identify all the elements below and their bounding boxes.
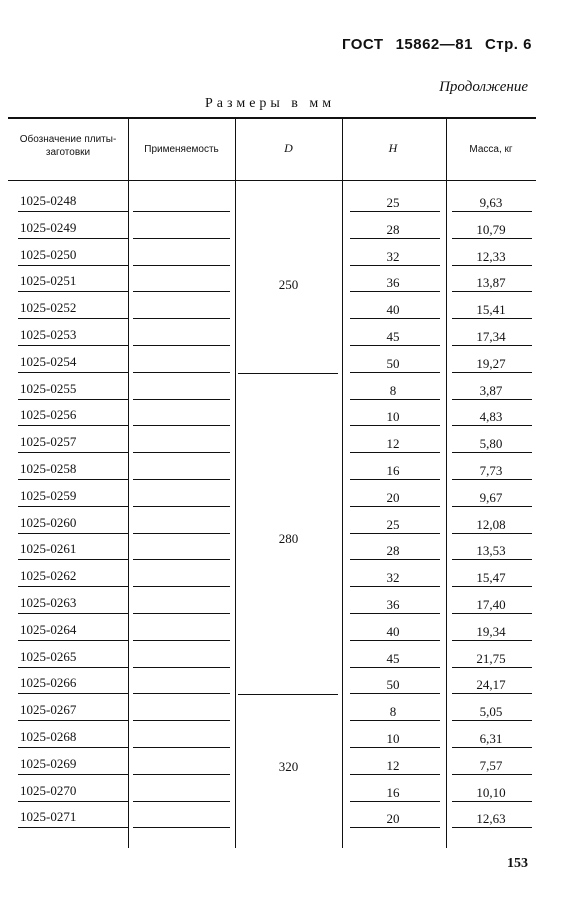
- row-underline: [133, 586, 230, 587]
- table-top-rule: [8, 117, 536, 119]
- designation-cell: 1025-0250: [20, 246, 77, 262]
- row-underline: [18, 318, 128, 319]
- row-underline: [18, 238, 128, 239]
- row-underline: [452, 533, 532, 534]
- header-bottom-rule: [8, 180, 536, 181]
- h-cell: 28: [386, 221, 400, 237]
- mass-cell: 13,53: [476, 543, 506, 559]
- row-underline: [18, 506, 128, 507]
- designation-cell: 1025-0267: [20, 702, 77, 718]
- row-underline: [452, 506, 532, 507]
- row-underline: [133, 720, 230, 721]
- page-header: [330, 36, 532, 53]
- row-underline: [452, 452, 532, 453]
- d-group-value: 280: [278, 531, 299, 547]
- col-header-d: D: [284, 141, 293, 155]
- mass-cell: 4,83: [479, 409, 503, 425]
- row-underline: [133, 345, 230, 346]
- h-cell: 32: [386, 248, 400, 264]
- units-caption: Размеры в мм: [205, 96, 336, 111]
- row-underline: [18, 533, 128, 534]
- row-underline: [18, 801, 128, 802]
- row-underline: [133, 533, 230, 534]
- row-underline: [350, 265, 440, 266]
- mass-cell: 21,75: [476, 650, 506, 666]
- mass-cell: 10,10: [476, 784, 506, 800]
- row-underline: [350, 801, 440, 802]
- row-underline: [350, 211, 440, 212]
- designation-cell: 1025-0258: [20, 461, 77, 476]
- column-divider: [235, 117, 236, 848]
- h-cell: 32: [386, 570, 400, 586]
- h-cell: 12: [386, 436, 400, 452]
- h-cell: 36: [386, 275, 400, 291]
- row-underline: [133, 318, 230, 319]
- designation-cell: 1025-0269: [20, 755, 77, 771]
- row-underline: [18, 693, 128, 694]
- row-underline: [133, 425, 230, 426]
- row-underline: [133, 372, 230, 373]
- mass-cell: 6,31: [479, 731, 503, 746]
- h-cell: 36: [386, 597, 400, 612]
- designation-cell: 1025-0262: [20, 568, 77, 584]
- h-cell: 45: [386, 650, 400, 666]
- row-underline: [452, 479, 532, 480]
- row-underline: [133, 506, 230, 507]
- row-underline: [350, 533, 440, 534]
- designation-cell: 1025-0270: [20, 782, 77, 798]
- row-underline: [452, 801, 532, 802]
- row-underline: [18, 399, 128, 400]
- row-underline: [18, 479, 128, 480]
- designation-cell: 1025-0256: [20, 407, 77, 423]
- mass-cell: 12,33: [476, 248, 506, 264]
- row-underline: [133, 693, 230, 694]
- h-cell: 20: [386, 489, 400, 505]
- row-underline: [350, 747, 440, 748]
- row-underline: [18, 559, 128, 560]
- designation-cell: 1025-0266: [20, 675, 77, 691]
- col-header-applicability: Применяемость: [144, 144, 219, 155]
- row-underline: [350, 720, 440, 721]
- row-underline: [350, 399, 440, 400]
- row-underline: [133, 211, 230, 212]
- row-underline: [350, 640, 440, 641]
- row-underline: [452, 291, 532, 292]
- row-underline: [133, 265, 230, 266]
- row-underline: [18, 613, 128, 614]
- mass-cell: 24,17: [476, 677, 506, 693]
- row-underline: [350, 372, 440, 373]
- row-underline: [452, 747, 532, 748]
- designation-cell: 1025-0253: [20, 327, 77, 342]
- designation-cell: 1025-0251: [20, 273, 77, 289]
- row-underline: [452, 774, 532, 775]
- h-cell: 16: [386, 784, 400, 800]
- row-underline: [452, 265, 532, 266]
- d-group-divider: [238, 694, 338, 695]
- row-underline: [133, 827, 230, 828]
- designation-cell: 1025-0259: [20, 487, 77, 503]
- gost-label: ГОСТ: [341, 36, 384, 53]
- row-underline: [350, 506, 440, 507]
- row-underline: [350, 774, 440, 775]
- mass-cell: 10,79: [476, 221, 506, 237]
- row-underline: [18, 774, 128, 775]
- mass-cell: 3,87: [479, 382, 503, 398]
- row-underline: [452, 693, 532, 694]
- designation-cell: 1025-0268: [20, 729, 77, 744]
- row-underline: [452, 399, 532, 400]
- mass-cell: 17,34: [476, 329, 506, 344]
- designation-cell: 1025-0254: [20, 353, 77, 369]
- d-group-value: 320: [278, 759, 299, 775]
- row-underline: [18, 211, 128, 212]
- row-underline: [350, 425, 440, 426]
- mass-cell: 15,47: [476, 570, 506, 586]
- designation-cell: 1025-0261: [20, 541, 77, 557]
- row-underline: [452, 559, 532, 560]
- mass-cell: 7,73: [479, 463, 503, 478]
- row-underline: [133, 291, 230, 292]
- designation-cell: 1025-0271: [20, 809, 77, 825]
- mass-cell: 12,08: [476, 516, 506, 532]
- h-cell: 10: [386, 731, 400, 746]
- h-cell: 8: [389, 704, 397, 720]
- column-divider: [128, 117, 129, 848]
- row-underline: [452, 667, 532, 668]
- mass-cell: 13,87: [476, 275, 506, 291]
- col-header-mass: Масса, кг: [469, 144, 513, 155]
- row-underline: [18, 640, 128, 641]
- row-underline: [133, 238, 230, 239]
- h-cell: 20: [386, 811, 400, 827]
- row-underline: [452, 211, 532, 212]
- row-underline: [452, 720, 532, 721]
- row-underline: [133, 613, 230, 614]
- col-header-designation: Обозначение плиты-заготовки: [19, 134, 117, 158]
- designation-cell: 1025-0248: [20, 193, 77, 208]
- row-underline: [18, 291, 128, 292]
- mass-cell: 5,80: [479, 436, 503, 452]
- d-group-divider: [238, 373, 338, 374]
- mass-cell: 5,05: [479, 704, 503, 720]
- row-underline: [18, 265, 128, 266]
- row-underline: [452, 827, 532, 828]
- designation-cell: 1025-0263: [20, 595, 77, 610]
- row-underline: [133, 640, 230, 641]
- row-underline: [18, 345, 128, 346]
- row-underline: [133, 399, 230, 400]
- designation-cell: 1025-0260: [20, 514, 77, 530]
- gost-number: 15862—81: [395, 36, 473, 53]
- row-underline: [350, 693, 440, 694]
- d-group-value: 250: [278, 276, 299, 292]
- row-underline: [18, 425, 128, 426]
- mass-cell: 17,40: [476, 597, 506, 612]
- row-underline: [133, 667, 230, 668]
- row-underline: [452, 586, 532, 587]
- row-underline: [18, 827, 128, 828]
- designation-cell: 1025-0252: [20, 300, 77, 316]
- mass-cell: 19,27: [476, 355, 506, 371]
- row-underline: [452, 238, 532, 239]
- row-underline: [452, 640, 532, 641]
- h-cell: 28: [386, 543, 400, 559]
- row-underline: [18, 586, 128, 587]
- row-underline: [18, 452, 128, 453]
- h-cell: 25: [386, 516, 400, 532]
- h-cell: 40: [386, 623, 400, 639]
- designation-cell: 1025-0264: [20, 621, 77, 637]
- designation-cell: 1025-0257: [20, 434, 77, 450]
- row-underline: [133, 801, 230, 802]
- h-cell: 25: [386, 195, 400, 210]
- row-underline: [452, 425, 532, 426]
- h-cell: 12: [386, 757, 400, 773]
- row-underline: [350, 559, 440, 560]
- continuation-label: Продолжение: [439, 79, 528, 95]
- designation-cell: 1025-0249: [20, 219, 77, 235]
- row-underline: [350, 827, 440, 828]
- row-underline: [350, 667, 440, 668]
- mass-cell: 9,63: [479, 195, 503, 210]
- mass-cell: 19,34: [476, 623, 506, 639]
- h-cell: 45: [386, 329, 400, 344]
- col-header-h: H: [388, 141, 398, 155]
- row-underline: [350, 291, 440, 292]
- h-cell: 16: [386, 463, 400, 478]
- row-underline: [350, 613, 440, 614]
- row-underline: [133, 774, 230, 775]
- row-underline: [350, 238, 440, 239]
- h-cell: 10: [386, 409, 400, 425]
- mass-cell: 15,41: [476, 302, 506, 318]
- h-cell: 50: [386, 355, 400, 371]
- h-cell: 50: [386, 677, 400, 693]
- row-underline: [452, 318, 532, 319]
- page-number: 153: [507, 856, 528, 871]
- row-underline: [18, 747, 128, 748]
- mass-cell: 9,67: [479, 489, 503, 505]
- row-underline: [452, 345, 532, 346]
- row-underline: [18, 667, 128, 668]
- row-underline: [18, 372, 128, 373]
- row-underline: [133, 452, 230, 453]
- row-underline: [350, 452, 440, 453]
- row-underline: [350, 318, 440, 319]
- designation-cell: 1025-0265: [20, 648, 77, 664]
- row-underline: [133, 479, 230, 480]
- row-underline: [133, 559, 230, 560]
- h-cell: 8: [389, 382, 397, 398]
- row-underline: [350, 345, 440, 346]
- row-underline: [133, 747, 230, 748]
- designation-cell: 1025-0255: [20, 380, 77, 396]
- row-underline: [350, 479, 440, 480]
- row-underline: [18, 720, 128, 721]
- page-ref: Стр. 6: [484, 36, 532, 53]
- mass-cell: 7,57: [479, 757, 503, 773]
- row-underline: [452, 372, 532, 373]
- row-underline: [350, 586, 440, 587]
- row-underline: [452, 613, 532, 614]
- mass-cell: 12,63: [476, 811, 506, 827]
- h-cell: 40: [386, 302, 400, 318]
